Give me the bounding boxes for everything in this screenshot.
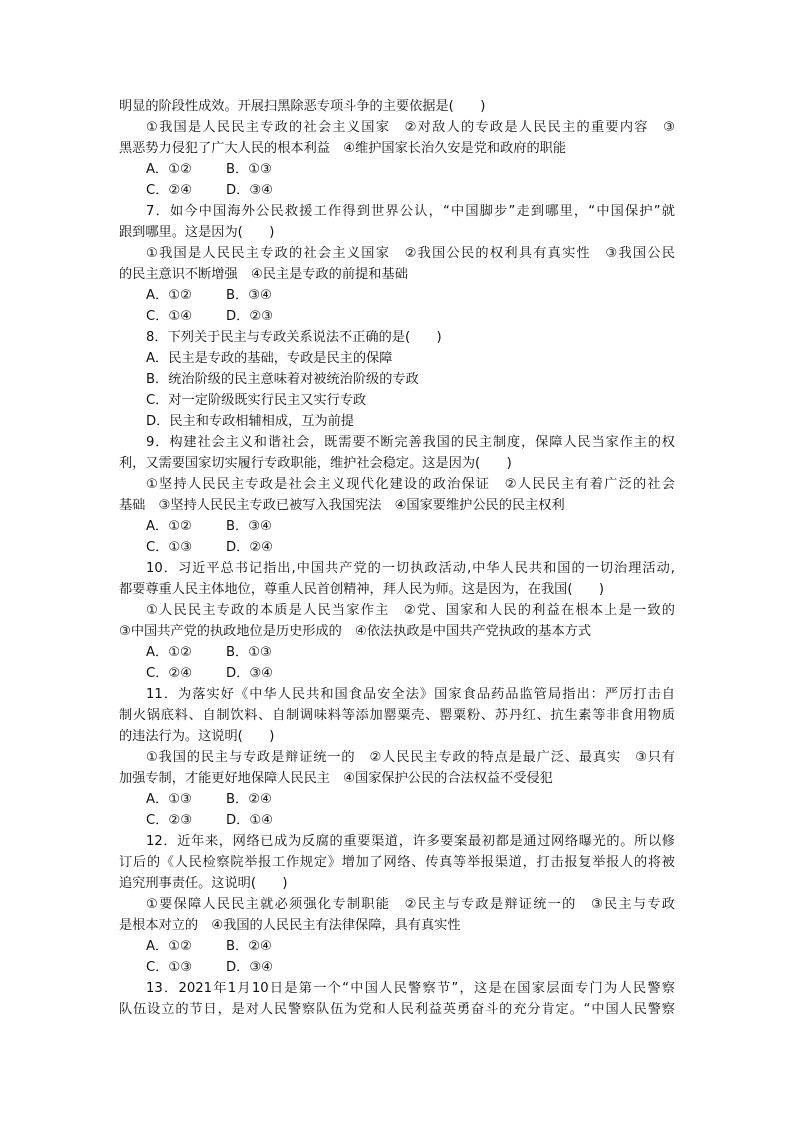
text-line: 黑恶势力侵犯了广大人民的根本利益 ④维护国家长治久安是党和政府的职能 [119, 141, 567, 156]
text-line: 追究刑事责任。这说明( ) [119, 876, 288, 891]
answer-option: B．②④ [226, 939, 272, 954]
answer-options-row [119, 285, 675, 306]
answer-options-row [119, 516, 675, 537]
text-line: 的民主意识不断增强 ④民主是专政的前提和基础 [119, 267, 408, 282]
answer-options-row [119, 936, 675, 957]
answer-option: B．③④ [226, 288, 272, 303]
text-line: 订后的《人民检察院举报工作规定》增加了网络、传真等举报渠道，打击报复举报人的将被 [119, 855, 675, 870]
answer-options-row [119, 642, 675, 663]
answer-option: A．①② [146, 288, 192, 303]
answer-option: A．①② [146, 162, 192, 177]
answer-option: C．①③ [146, 540, 193, 555]
answer-options-row [119, 663, 675, 684]
answer-option: B．②④ [226, 792, 272, 807]
answer-option: D．③④ [226, 960, 273, 975]
answer-options-row [119, 810, 675, 831]
text-line: 9．构建社会主义和谐社会，既需要不断完善我国的民主制度，保障人民当家作主的权 [146, 435, 675, 450]
text-line: ①坚持人民民主专政是社会主义现代化建设的政治保证 ②人民民主有着广泛的社会 [146, 477, 675, 492]
text-line: 13．2021年1月10日是第一个“中国人民警察节”，这是在国家层面专门为人民警察 [146, 981, 675, 996]
text-line: 的违法行为。这说明( ) [119, 729, 275, 744]
answer-options-row [119, 306, 675, 327]
text-line: 加强专制，才能更好地保障人民民主 ④国家保护公民的合法权益不受侵犯 [119, 771, 553, 786]
text-line: ①我国是人民民主专政的社会主义国家 ②对敌人的专政是人民民主的重要内容 ③ [146, 120, 675, 135]
text-line: ①我国是人民民主专政的社会主义国家 ②我国公民的权利具有真实性 ③我国公民 [146, 246, 675, 261]
answer-option: A．①② [146, 645, 192, 660]
answer-option: D．②④ [226, 540, 273, 555]
answer-option: A．①② [146, 519, 192, 534]
answer-options-row [119, 537, 675, 558]
answer-option: C．①④ [146, 309, 193, 324]
answer-option: C．①③ [146, 960, 193, 975]
answer-option: A．①③ [146, 792, 192, 807]
text-line: 基础 ③坚持人民民主专政已被写入我国宪法 ④国家要维护公民的民主权利 [119, 498, 565, 513]
answer-option: D．②③ [226, 309, 273, 324]
text-line: 12．近年来，网络已成为反腐的重要渠道，许多要案最初都是通过网络曝光的。所以修 [146, 834, 675, 849]
text-line: D．民主和专政相辅相成，互为前提 [146, 414, 354, 429]
text-line: ①人民民主专政的本质是人民当家作主 ②党、国家和人民的利益在根本上是一致的 [146, 603, 675, 618]
answer-options-row [119, 180, 675, 201]
answer-option: A．①② [146, 939, 192, 954]
answer-option: D．③④ [226, 666, 273, 681]
text-line: ①我国的民主与专政是辩证统一的 ②人民民主专政的特点是最广泛、最真实 ③只有 [146, 750, 675, 765]
text-line: 是根本对立的 ④我国的人民民主有法律保障，具有真实性 [119, 918, 461, 933]
text-line: 制火锅底料、自制饮料、自制调味料等添加罂粟壳、罂粟粉、苏丹红、抗生素等非食用物质 [119, 708, 675, 723]
text-line: C．对一定阶级既实行民主又实行专政 [146, 393, 367, 408]
answer-option: C．②④ [146, 183, 193, 198]
text-line: ①要保障人民民主就必须强化专制职能 ②民主与专政是辩证统一的 ③民主与专政 [146, 897, 675, 912]
answer-options-row [119, 957, 675, 978]
answer-option: C．②④ [146, 666, 193, 681]
text-line: ③中国共产党的执政地位是历史形成的 ④依法执政是中国共产党执政的基本方式 [119, 624, 592, 639]
text-line: 8．下列关于民主与专政关系说法不正确的是( ) [146, 330, 442, 345]
text-line: 10．习近平总书记指出,中国共产党的一切执政活动,中华人民共和国的一切治理活动, [146, 561, 675, 576]
text-line: 跟到哪里。这是因为( ) [119, 225, 275, 240]
answer-options-row [119, 789, 675, 810]
text-line: 明显的阶段性成效。开展扫黑除恶专项斗争的主要依据是( ) [119, 99, 486, 114]
answer-option: B．①③ [226, 645, 272, 660]
text-line: 7．如今中国海外公民救援工作得到世界公认，“中国脚步”走到哪里，“中国保护”就 [146, 204, 675, 219]
text-line: 利，又需要国家切实履行专政职能，维护社会稳定。这是因为( ) [119, 456, 512, 471]
answer-option: C．②③ [146, 813, 193, 828]
text-line: 队伍设立的节日，是对人民警察队伍为党和人民利益英勇奋斗的充分肯定。“中国人民警察 [119, 1002, 675, 1017]
text-line: B．统治阶级的民主意味着对被统治阶级的专政 [146, 372, 419, 387]
text-line: 都要尊重人民主体地位，尊重人民首创精神，拜人民为师。这是因为，在我国( ) [119, 582, 605, 597]
text-line: 11．为落实好《中华人民共和国食品安全法》国家食品药品监管局指出：严厉打击自 [146, 687, 675, 702]
answer-option: B．③④ [226, 519, 272, 534]
text-line: A．民主是专政的基础，专政是民主的保障 [146, 351, 393, 366]
exam-text-body [119, 96, 675, 1020]
answer-options-row [119, 159, 675, 180]
answer-option: D．①④ [226, 813, 273, 828]
answer-option: D．③④ [226, 183, 273, 198]
answer-option: B．①③ [226, 162, 272, 177]
